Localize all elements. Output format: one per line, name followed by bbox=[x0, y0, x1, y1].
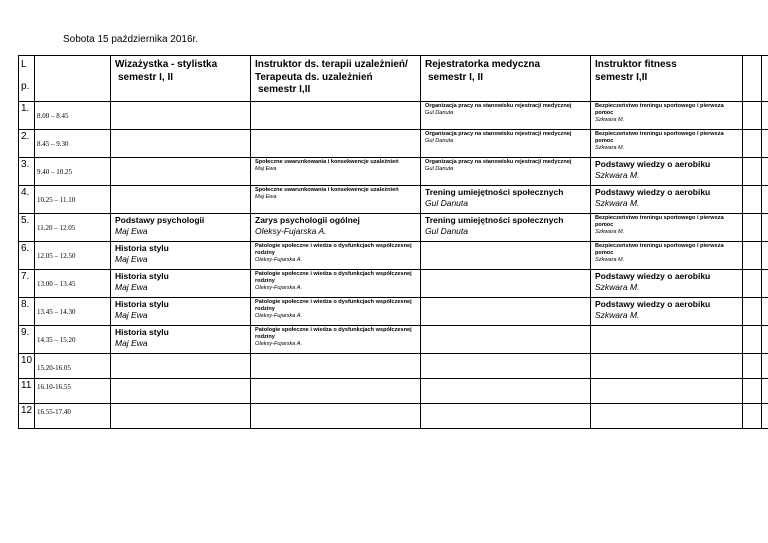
cell-ter-3: Społeczne uwarunkowania i konsekwencje uzależnień Maj Ewa bbox=[251, 158, 421, 186]
cell-rej-1: Organizacja pracy na stanowisku rejestracji medycznej Gul Danuta bbox=[421, 102, 591, 130]
row-number: 6. bbox=[19, 242, 35, 270]
cell-ter-4: Społeczne uwarunkowania i konsekwencje uzależnień Maj Ewa bbox=[251, 186, 421, 214]
cell-rej-5: Trening umiejętności społecznych Gul Danuta bbox=[421, 214, 591, 242]
row-number: 8. bbox=[19, 298, 35, 326]
row-time: 14.35 – 15.20 bbox=[35, 326, 111, 354]
col1-semester: semestr I, II bbox=[118, 71, 174, 83]
table-row bbox=[19, 214, 768, 242]
cell-wiz-4 bbox=[111, 186, 251, 214]
cell-ter-6: Patologie społeczne i wiedza o dysfunkcjach współczesnej rodziny Oleksy-Fujarska A. bbox=[251, 242, 421, 270]
cell-ter-2 bbox=[251, 130, 421, 158]
cell-rej-3: Organizacja pracy na stanowisku rejestracji medycznej Gul Danuta bbox=[421, 158, 591, 186]
row-number: 7. bbox=[19, 270, 35, 298]
header-row bbox=[19, 56, 768, 102]
table-row bbox=[19, 354, 768, 379]
time-header bbox=[35, 56, 111, 102]
col2-semester: semestr I,II bbox=[258, 84, 311, 95]
row-number: 10 bbox=[19, 354, 35, 379]
cell-rej-4: Trening umiejętności społecznych Gul Danuta bbox=[421, 186, 591, 214]
cell-rej-9 bbox=[421, 326, 591, 354]
table-row bbox=[19, 102, 768, 130]
page-date: Sobota 15 października 2016r. bbox=[63, 34, 199, 45]
col1-title: Wizażystka - stylistka bbox=[115, 59, 218, 70]
cell-wiz-2 bbox=[111, 130, 251, 158]
cell-fit-8: Podstawy wiedzy o aerobiku Szkwara M. bbox=[591, 298, 743, 326]
row-number: 9. bbox=[19, 326, 35, 354]
row-number: 4. bbox=[19, 186, 35, 214]
col4-semester: semestr I,II bbox=[595, 71, 648, 83]
extra-col-header-2 bbox=[762, 56, 768, 102]
cell-fit-4: Podstawy wiedzy o aerobiku Szkwara M. bbox=[591, 186, 743, 214]
row-number: 1. bbox=[19, 102, 35, 130]
cell-wiz-9: Historia stylu Maj Ewa bbox=[111, 326, 251, 354]
schedule-table bbox=[18, 55, 768, 429]
col3-semester: semestr I, II bbox=[428, 71, 484, 83]
col2-title1: Instruktor ds. terapii uzależnień/ bbox=[255, 59, 408, 70]
row-number: 5. bbox=[19, 214, 35, 242]
row-time: 11.20 – 12.05 bbox=[35, 214, 111, 242]
row-number: 12 bbox=[19, 404, 35, 429]
row-time: 16.10-16.55 bbox=[35, 379, 111, 404]
cell-ter-8: Patologie społeczne i wiedza o dysfunkcjach współczesnej rodziny Oleksy-Fujarska A. bbox=[251, 298, 421, 326]
row-number: 3. bbox=[19, 158, 35, 186]
cell-ter-5: Zarys psychologii ogólnej Oleksy-Fujarska A. bbox=[251, 214, 421, 242]
row-number: 2. bbox=[19, 130, 35, 158]
row-time: 13.45 – 14.30 bbox=[35, 298, 111, 326]
cell-fit-2: Bezpieczeństwo treningu sportowego i pierwsza pomoc Szkwara M. bbox=[591, 130, 743, 158]
cell-fit-9 bbox=[591, 326, 743, 354]
cell-fit-5: Bezpieczeństwo treningu sportowego i pierwsza pomoc Szkwara M. bbox=[591, 214, 743, 242]
cell-rej-6 bbox=[421, 242, 591, 270]
cell-rej-7 bbox=[421, 270, 591, 298]
table-row bbox=[19, 270, 768, 298]
col-header-wizazystka bbox=[111, 56, 251, 102]
cell-wiz-1 bbox=[111, 102, 251, 130]
cell-rej-8 bbox=[421, 298, 591, 326]
row-time: 15.20-16.05 bbox=[35, 354, 111, 379]
row-time: 9.40 – 10.25 bbox=[35, 158, 111, 186]
cell-ter-9: Patologie społeczne i wiedza o dysfunkcjach współczesnej rodziny Oleksy-Fujarska A. bbox=[251, 326, 421, 354]
lp-header bbox=[19, 56, 35, 102]
col-header-terapia bbox=[251, 56, 421, 102]
row-time: 13.00 – 13.45 bbox=[35, 270, 111, 298]
cell-wiz-6: Historia stylu Maj Ewa bbox=[111, 242, 251, 270]
row-number: 11 bbox=[19, 379, 35, 404]
table-row bbox=[19, 186, 768, 214]
row-time: 8.00 – 8.45 bbox=[35, 102, 111, 130]
cell-wiz-8: Historia stylu Maj Ewa bbox=[111, 298, 251, 326]
lp-top: L bbox=[21, 59, 27, 70]
col2-title2: Terapeuta ds. uzależnień bbox=[255, 71, 373, 83]
row-time: 12.05 – 12.50 bbox=[35, 242, 111, 270]
cell-rej-2: Organizacja pracy na stanowisku rejestracji medycznej Gul Danuta bbox=[421, 130, 591, 158]
extra-col-header-1 bbox=[743, 56, 762, 102]
row-time: 10.25 – 11.10 bbox=[35, 186, 111, 214]
table-row bbox=[19, 404, 768, 429]
row-time: 8.45 – 9.30 bbox=[35, 130, 111, 158]
col-header-rejestratorka bbox=[421, 56, 591, 102]
cell-wiz-7: Historia stylu Maj Ewa bbox=[111, 270, 251, 298]
cell-wiz-3 bbox=[111, 158, 251, 186]
cell-fit-7: Podstawy wiedzy o aerobiku Szkwara M. bbox=[591, 270, 743, 298]
table-row bbox=[19, 326, 768, 354]
cell-fit-3: Podstawy wiedzy o aerobiku Szkwara M. bbox=[591, 158, 743, 186]
cell-ter-1 bbox=[251, 102, 421, 130]
table-row bbox=[19, 130, 768, 158]
cell-ter-7: Patologie społeczne i wiedza o dysfunkcjach współczesnej rodziny Oleksy-Fujarska A. bbox=[251, 270, 421, 298]
table-row bbox=[19, 379, 768, 404]
table-row bbox=[19, 242, 768, 270]
row-time: 16.55-17.40 bbox=[35, 404, 111, 429]
cell-fit-1: Bezpieczeństwo treningu sportowego i pierwsza pomoc Szkwara M. bbox=[591, 102, 743, 130]
table-row bbox=[19, 158, 768, 186]
col3-title: Rejestratorka medyczna bbox=[425, 59, 541, 70]
lp-bottom: p. bbox=[21, 81, 30, 92]
cell-wiz-5: Podstawy psychologii Maj Ewa bbox=[111, 214, 251, 242]
table-row bbox=[19, 298, 768, 326]
col-header-fitness bbox=[591, 56, 743, 102]
cell-fit-6: Bezpieczeństwo treningu sportowego i pierwsza pomoc Szkwara M. bbox=[591, 242, 743, 270]
col4-title: Instruktor fitness bbox=[595, 59, 677, 70]
